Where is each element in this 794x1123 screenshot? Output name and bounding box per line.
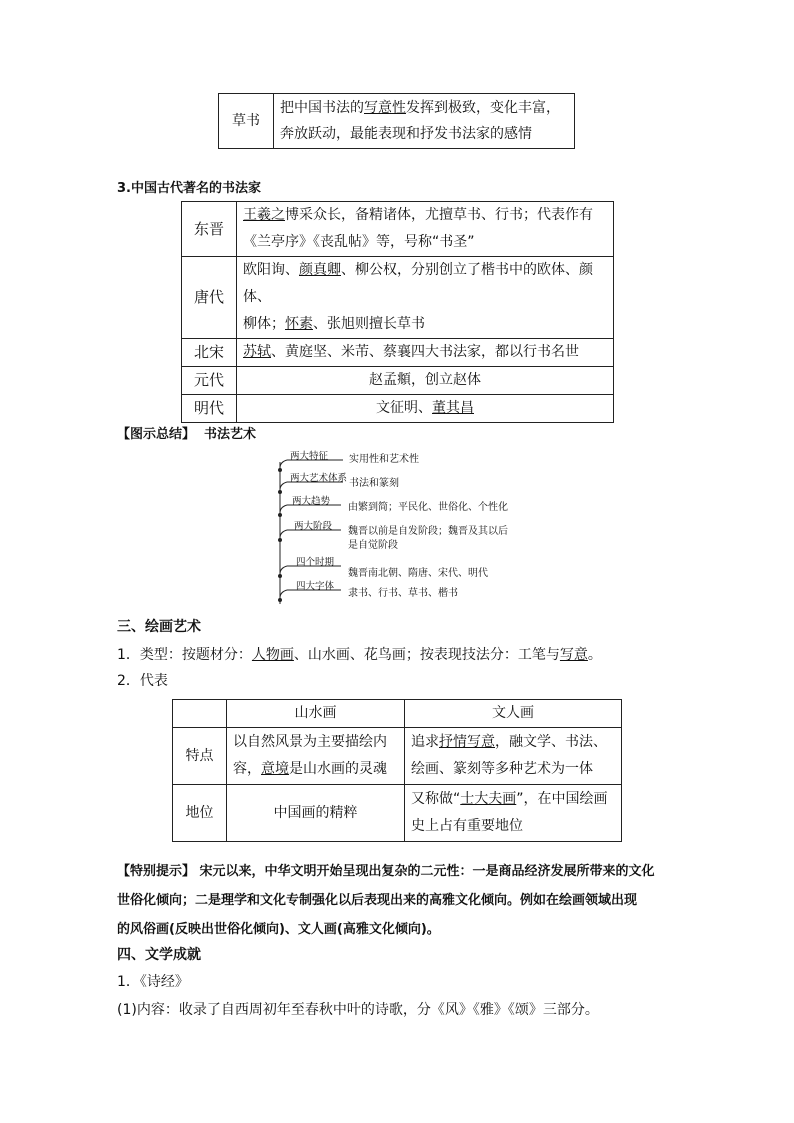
table-row (182, 339, 614, 367)
tip-line: 的风俗画(反映出世俗化倾向)、文人画(高雅文化倾向)。 (117, 922, 440, 937)
cursive-text-pre: 把中国书法的 (280, 100, 364, 116)
table-row (182, 395, 614, 423)
tip-line: 【特别提示】 宋元以来，中华文明开始呈现出复杂的二元性：一是商品经济发展所带来的文化 (117, 864, 655, 879)
cell-text: ”，在中国绘画 (516, 791, 608, 807)
cell-text: 是山水画的灵魂 (289, 761, 387, 777)
cell-text-underlined: 意境 (261, 761, 289, 777)
summary-title: 【图示总结】 书法艺术 (117, 427, 257, 442)
text: 1．类型：按题材分： (117, 647, 252, 663)
text-underlined: 写意 (559, 647, 588, 663)
cursive-text-underlined: 写意性 (364, 100, 406, 116)
cell-text: 欧阳询、 (243, 262, 299, 278)
cell-text: 《兰亭序》《丧乱帖》等，号称“书圣” (243, 234, 475, 250)
era-cell: 北宋 (182, 339, 237, 367)
era-cell: 元代 (182, 367, 237, 395)
cell-text: 文征明、 (376, 400, 432, 416)
table-row (173, 700, 622, 728)
cell-text: 、柳公权，分别创立了楷书中的欧体、颜体、 (243, 262, 593, 305)
table-header: 山水画 (227, 700, 405, 728)
table-cell (227, 728, 405, 785)
table-row (182, 202, 614, 257)
section-painting-title: 三、绘画艺术 (117, 619, 201, 635)
section-literature-title: 四、文学成就 (117, 947, 201, 963)
diagram-text: 是自觉阶段 (348, 540, 398, 551)
cell-text-underlined: 抒情写意 (439, 734, 495, 750)
diagram-label: 四个时期 (296, 557, 335, 568)
table-header-empty (173, 700, 227, 728)
calligrapher-cell (237, 339, 614, 367)
cell-text: ，融文学、书法、 (495, 734, 607, 750)
table-row (173, 785, 622, 842)
text-underlined: 人物画 (251, 647, 294, 663)
cell-text: 以自然风景为主要描绘内 (233, 734, 387, 750)
section3-title: 3.中国古代著名的书法家 (117, 181, 261, 196)
calligrapher-cell: 赵孟頫，创立赵体 (237, 367, 614, 395)
cell-text: 容， (233, 761, 261, 777)
name-underlined: 董其昌 (432, 400, 474, 416)
cell-text: 又称做“ (411, 791, 461, 807)
cursive-text-post: 发挥到极致，变化丰富， (406, 100, 560, 116)
table-cell (405, 785, 622, 842)
cursive-description (274, 94, 575, 149)
text: 。 (587, 647, 602, 663)
diagram-text: 魏晋南北朝、隋唐、宋代、明代 (348, 568, 488, 579)
diagram-label: 四大字体 (296, 581, 335, 592)
painting-representatives: 2．代表 (117, 673, 168, 689)
painting-table (172, 699, 622, 842)
special-tip (117, 857, 682, 944)
cell-text-underlined: 士大夫画 (460, 791, 517, 807)
name-underlined: 王羲之 (243, 207, 285, 223)
cell-text: 柳体； (243, 316, 285, 332)
name-underlined: 苏轼 (243, 344, 271, 360)
cell-text: 追求 (411, 734, 439, 750)
cursive-label: 草书 (219, 94, 274, 149)
diagram-text: 魏晋以前是自发阶段；魏晋及其以后 (348, 526, 508, 537)
cell-text: 绘画、篆刻等多种艺术为一体 (411, 761, 593, 777)
table-header: 文人画 (405, 700, 622, 728)
era-cell: 东晋 (182, 202, 237, 257)
cell-text: 博采众长，备精诸体，尤擅草书、行书；代表作有 (285, 207, 593, 223)
cell-text: 史上占有重要地位 (411, 818, 523, 834)
table-cell: 中国画的精粹 (227, 785, 405, 842)
table-row (182, 257, 614, 339)
row-label: 地位 (173, 785, 227, 842)
name-underlined: 怀素 (285, 316, 313, 332)
name-underlined: 颜真卿 (299, 262, 341, 278)
diagram-text: 隶书、行书、草书、楷书 (348, 588, 458, 599)
calligrapher-cell (237, 257, 614, 339)
cell-text: 、黄庭坚、米芾、蔡襄四大书法家，都以行书名世 (271, 344, 579, 360)
diagram-label: 两大艺术体系 (290, 473, 348, 484)
diagram-text: 书法和篆刻 (349, 478, 399, 489)
calligrapher-cell (237, 202, 614, 257)
era-cell: 明代 (182, 395, 237, 423)
diagram-text: 实用性和艺术性 (349, 454, 419, 465)
painting-types (117, 641, 602, 670)
diagram-label: 两大趋势 (292, 496, 331, 507)
calligrapher-cell (237, 395, 614, 423)
cursive-text-line2: 奔放跃动，最能表现和抒发书法家的感情 (280, 126, 532, 142)
calligraphers-table (181, 201, 614, 423)
cell-text: 、张旭则擅长草书 (313, 316, 425, 332)
shijing-title: 1．《诗经》 (117, 974, 189, 990)
text: 、山水画、花鸟画；按表现技法分：工笔与 (293, 647, 560, 663)
table-cell (405, 728, 622, 785)
era-cell: 唐代 (182, 257, 237, 339)
cursive-table (218, 93, 575, 149)
diagram-text: 由繁到简；平民化、世俗化、个性化 (348, 502, 508, 513)
table-row (182, 367, 614, 395)
row-label: 特点 (173, 728, 227, 785)
table-row (173, 728, 622, 785)
diagram-label: 两大特征 (290, 451, 329, 462)
shijing-content: (1)内容：收录了自西周初年至春秋中叶的诗歌，分《风》《雅》《颂》三部分。 (117, 1002, 599, 1018)
diagram-label: 两大阶段 (294, 521, 333, 532)
tip-line: 世俗化倾向；二是理学和文化专制强化以后表现出来的高雅文化倾向。例如在绘画领域出现 (117, 893, 638, 908)
